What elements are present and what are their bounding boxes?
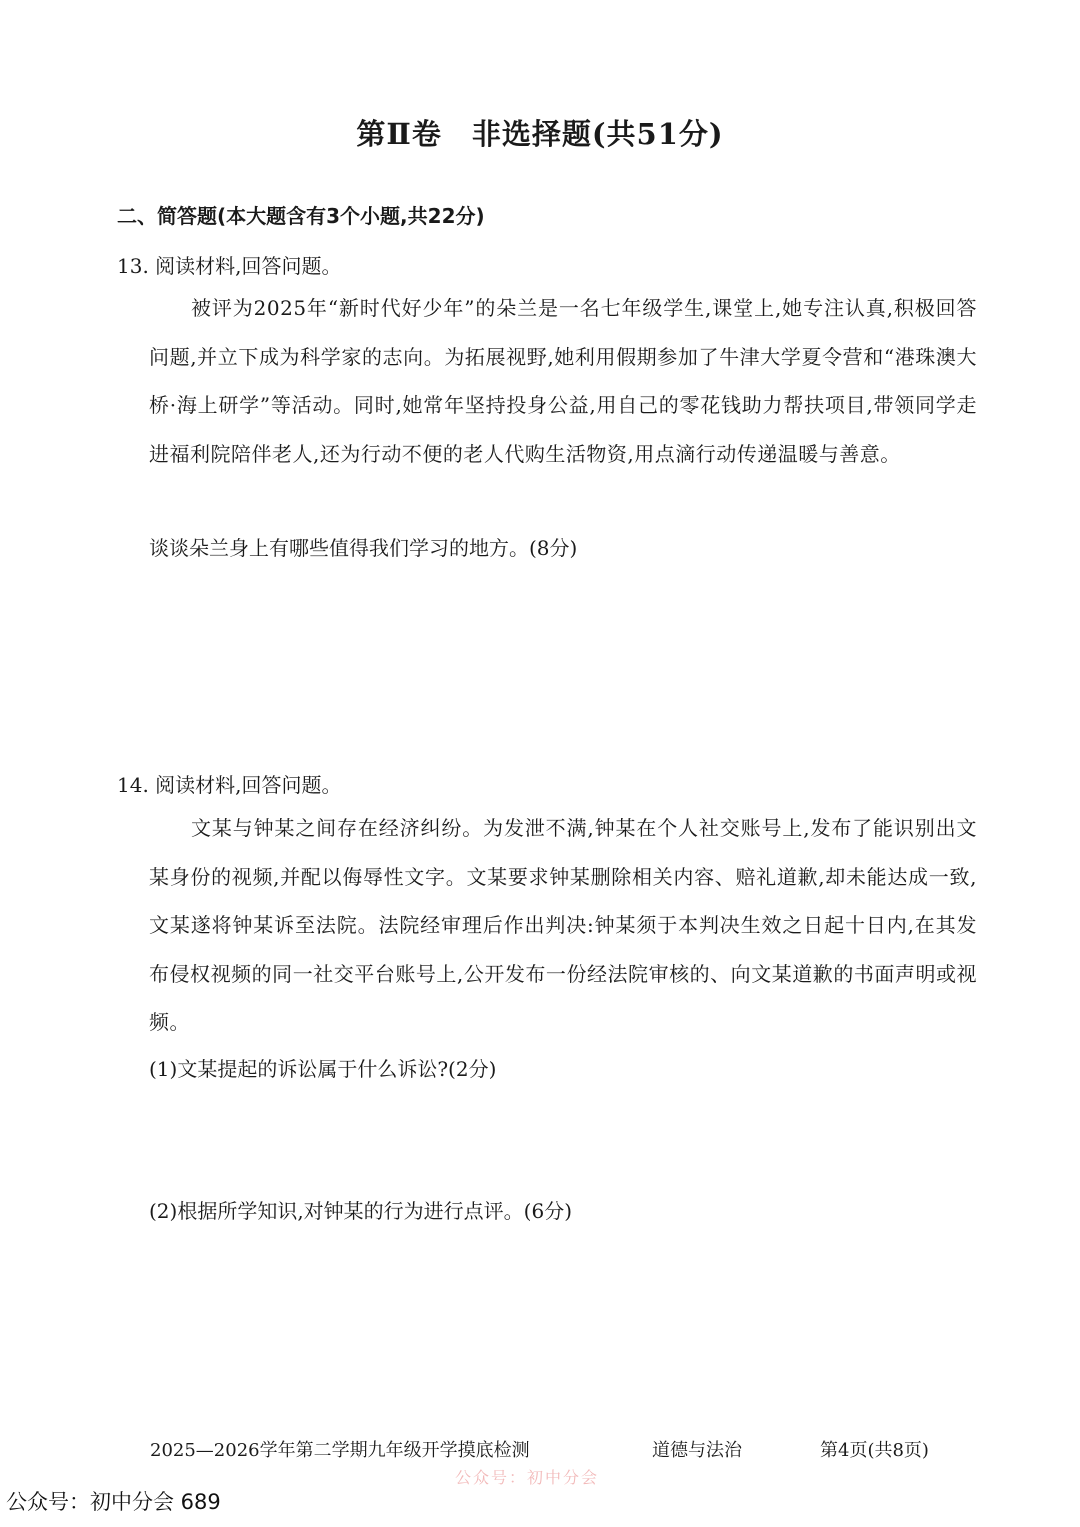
- question-13-material: 被评为2025年“新时代好少年”的朵兰是一名七年级学生,课堂上,她专注认真,积极回答问题,并立下成为科学家的志向。为拓展视野,她利用假期参加了牛津大学夏令营和“港珠澳大桥·海上研学”等活动。同时,她常年坚持投身公益,用自己的零花钱助力帮扶项目,带领同学走进福利院陪伴老人,还为行动不便的老人代购生活物资,用点滴行动传递温暖与善意。: [149, 296, 977, 466]
- question-14-material: 文某与钟某之间存在经济纠纷。为发泄不满,钟某在个人社交账号上,发布了能识别出文某身份的视频,并配以侮辱性文字。文某要求钟某删除相关内容、赔礼道歉,却未能达成一致,文某遂将钟某诉至法院。法院经审理后作出判决:钟某须于本判决生效之日起十日内,在其发布侵权视频的同一社交平台账号上,公开发布一份经法院审核的、向文某道歉的书面声明或视频。: [149, 816, 977, 1034]
- section-heading: 二、简答题(本大题含有3个小题,共22分): [117, 204, 485, 228]
- footer-subject: 道德与法治: [652, 1440, 742, 1461]
- question-14-heading: 14. 阅读材料,回答问题。: [117, 773, 342, 797]
- question-13-prompt: 谈谈朵兰身上有哪些值得我们学习的地方。(8分): [149, 536, 578, 560]
- corner-caption: 公众号：初中分会 689: [6, 1490, 221, 1514]
- footer-page-number: 第4页(共8页): [820, 1440, 929, 1461]
- watermark: 公众号：初中分会: [455, 1468, 600, 1487]
- question-14-sub2: (2)根据所学知识,对钟某的行为进行点评。(6分): [149, 1199, 573, 1223]
- question-13-heading: 13. 阅读材料,回答问题。: [117, 254, 342, 278]
- footer-exam-name: 2025—2026学年第二学期九年级开学摸底检测: [150, 1440, 530, 1461]
- question-14-sub1: (1)文某提起的诉讼属于什么诉讼?(2分): [149, 1057, 497, 1081]
- page-title: 第Ⅱ卷 非选择题(共51分): [356, 117, 724, 151]
